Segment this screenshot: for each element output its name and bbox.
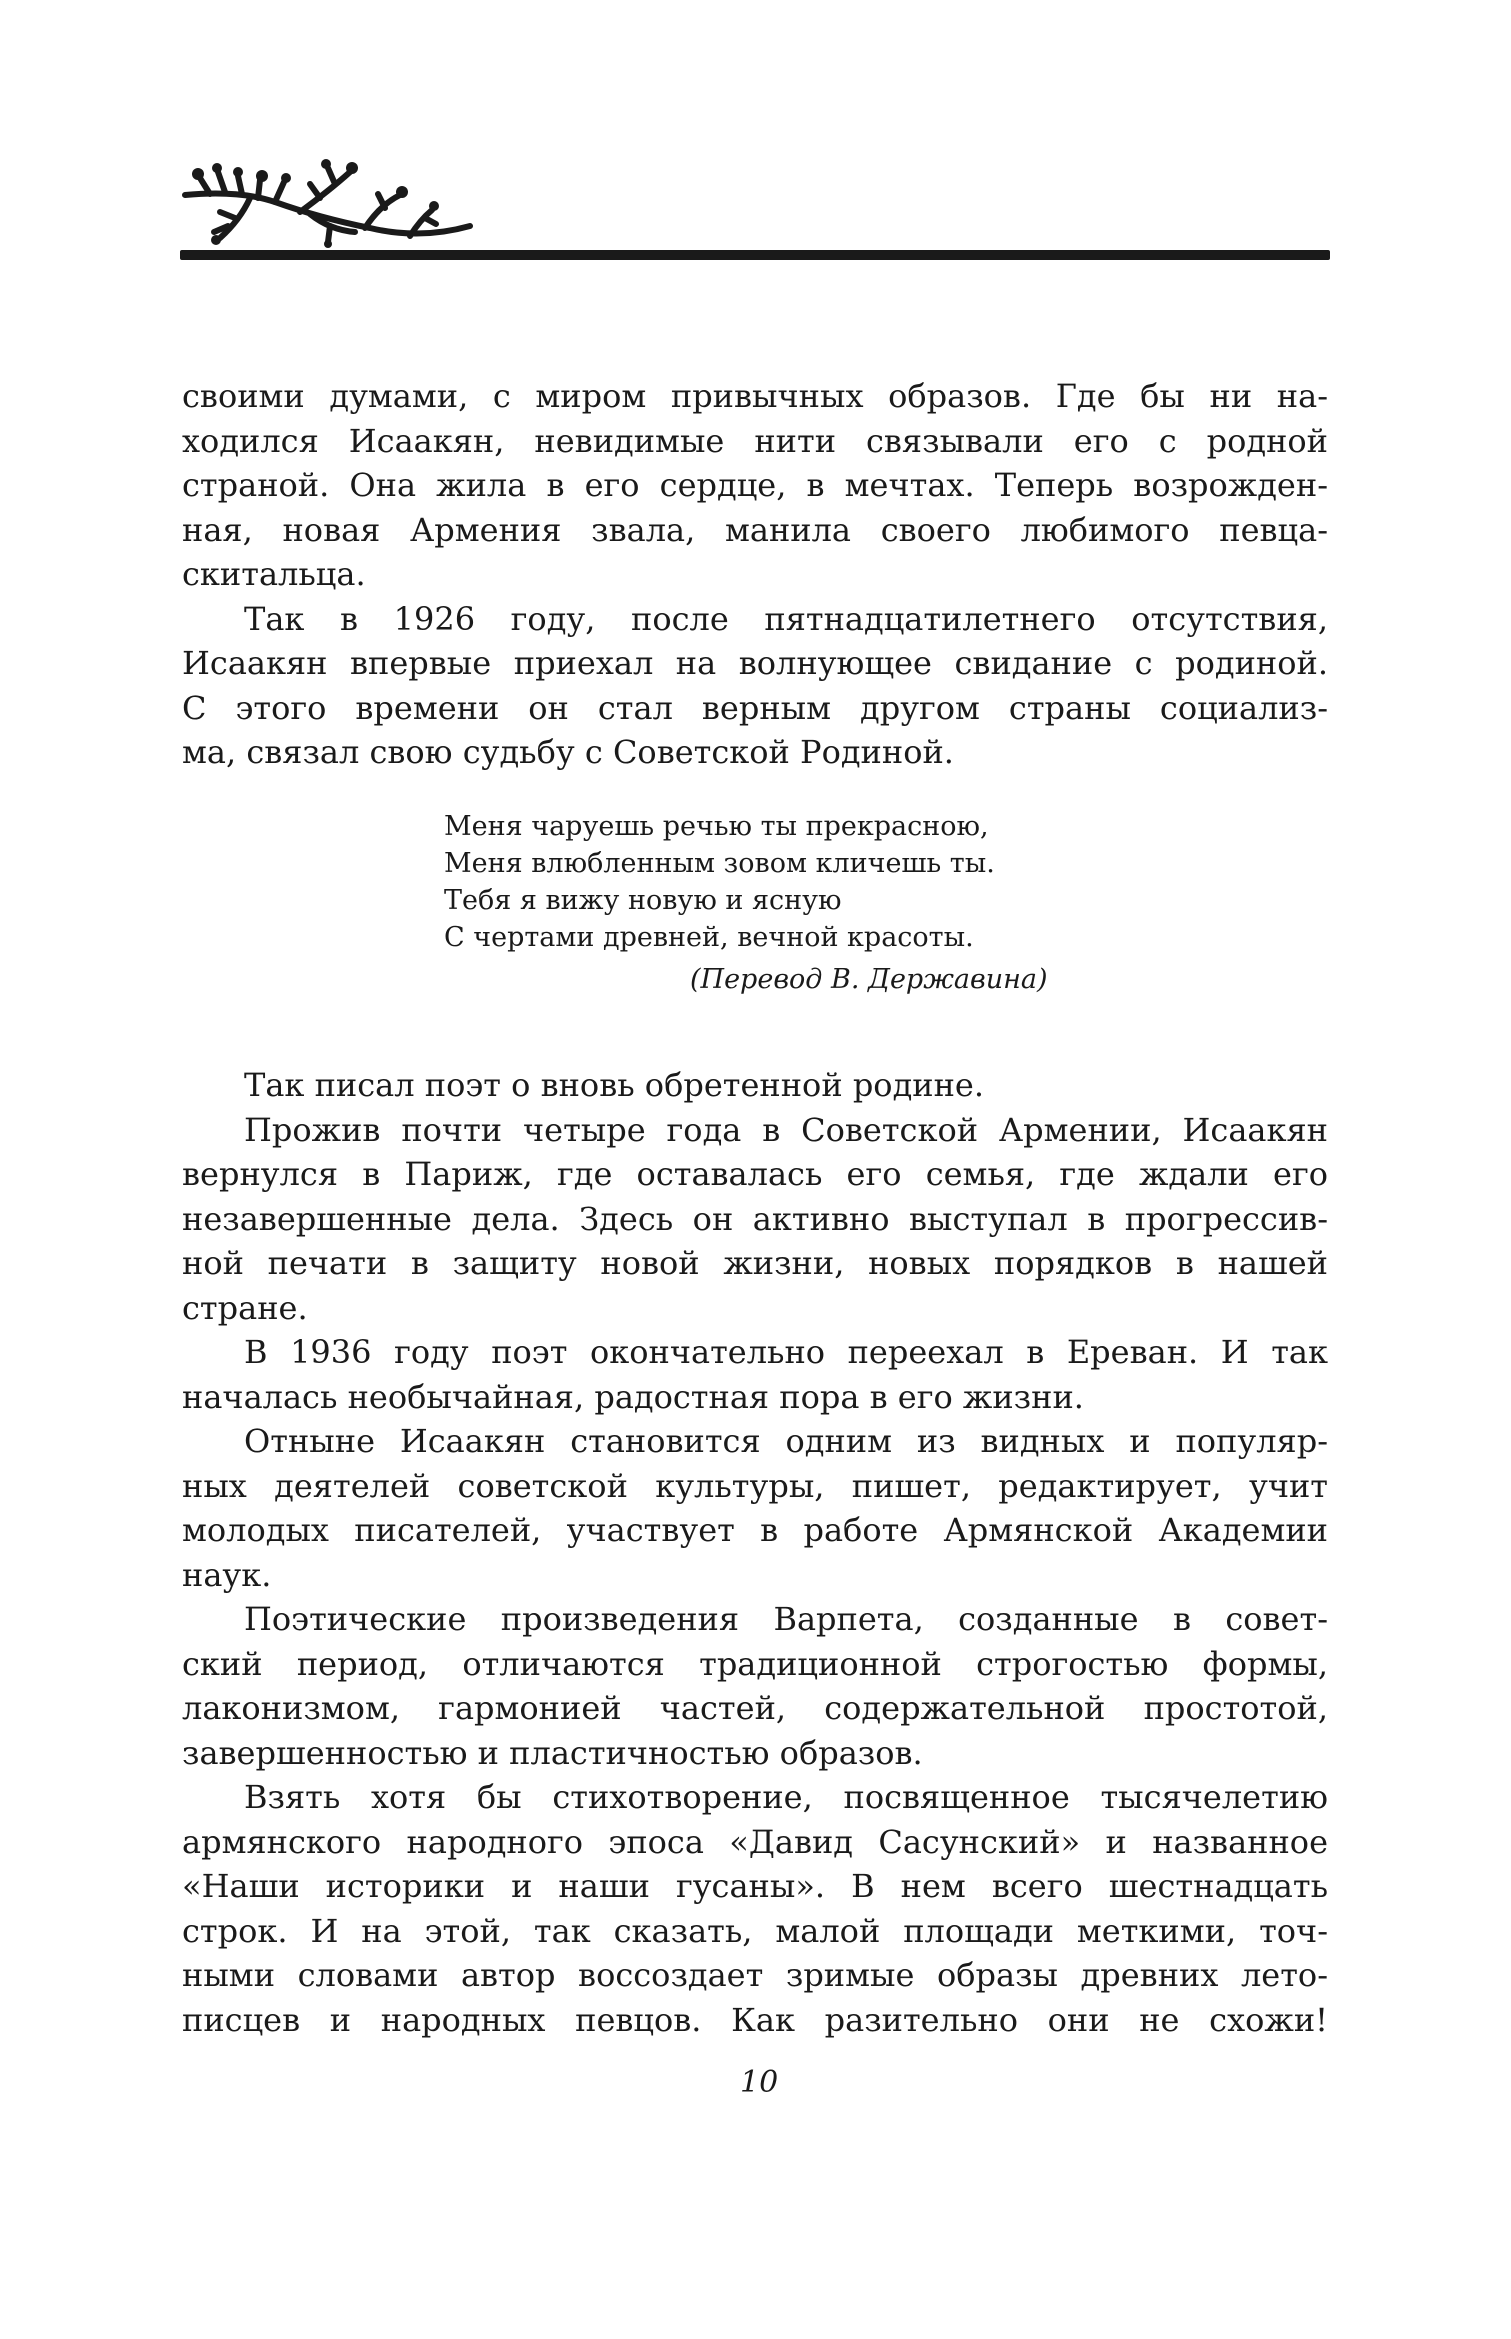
paragraph-6 [182,1419,1328,1597]
text-line: страной. Она жила в его сердце, в мечтах. Теперь возрожден- [182,466,1328,504]
text-line: «Наши историки и наши гусаны». В нем всего шестнадцать [182,1867,1328,1905]
text-line: армянского народного эпоса «Давид Сасунский» и названное [182,1822,1328,1861]
text-line: вернулся в Париж, где оставалась его семья, где ждали его [182,1155,1328,1193]
text-line: скитальца. [182,555,366,593]
poem-line: Тебя я вижу новую и ясную [444,885,842,916]
poem-quote [444,808,1144,956]
text-line: Так писал поэт о вновь обретенной родине. [244,1066,985,1104]
text-line: ма, связал свою судьбу с Советской Родиной. [182,733,954,771]
paragraph-2 [182,597,1328,775]
text-line: Прожив почти четыре года в Советской Армении, Исаакян [244,1110,1328,1149]
text-line: началась необычайная, радостная пора в его жизни. [182,1377,1084,1416]
text-line: наук. [182,1555,272,1594]
vine-ornament-icon [180,150,480,250]
text-line: В 1936 году поэт окончательно переехал в Ереван. И так [244,1333,1328,1371]
text-line: С этого времени он стал верным другом страны социализ- [182,688,1328,727]
text-line: Поэтические произведения Варпета, созданные в совет- [244,1600,1328,1638]
text-line: ная, новая Армения звала, манила своего любимого певца- [182,510,1328,549]
text-line: своими думами, с миром привычных образов. Где бы ни на- [182,377,1328,415]
lower-text-block [182,1063,1328,2042]
page-number: 10 [740,2065,779,2100]
text-line: Отныне Исаакян становится одним из видных и популяр- [244,1422,1328,1460]
text-line: строк. И на этой, так сказать, малой площади меткими, точ- [182,1911,1328,1950]
text-line: ных деятелей советской культуры, пишет, редактирует, учит [182,1466,1328,1505]
paragraph-3 [182,1063,1328,1108]
paragraph-5 [182,1330,1328,1419]
text-line: молодых писателей, участвует в работе Армянской Академии [182,1511,1328,1549]
poem-line: С чертами древней, вечной красоты. [444,922,974,953]
text-line: ными словами автор воссоздает зримые образы древних лето- [182,1956,1328,1994]
upper-text-block [182,374,1328,775]
text-line: писцев и народных певцов. Как разительно они не схожи! [182,2000,1328,2039]
paragraph-8 [182,1775,1328,2042]
poem-line: Меня чаруешь речью ты прекрасною, [444,811,989,842]
text-line: завершенностью и пластичностью образов. [182,1733,923,1772]
text-line: Так в 1926 году, после пятнадцатилетнего отсутствия, [244,599,1328,638]
paragraph-4 [182,1108,1328,1331]
paragraph-7 [182,1597,1328,1775]
text-line: лаконизмом, гармонией частей, содержательной простотой, [182,1689,1328,1727]
text-line: ходился Исаакян, невидимые нити связывали его с родной [182,421,1328,460]
text-line: ский период, отличаются традиционной строгостью формы, [182,1644,1328,1683]
text-line: Исаакян впервые приехал на волнующее свидание с родиной. [182,644,1328,682]
text-line: ной печати в защиту новой жизни, новых порядков в нашей [182,1244,1328,1282]
text-line: стране. [182,1288,308,1327]
translation-attribution: (Перевод В. Державина) [690,964,1048,995]
paragraph-1 [182,374,1328,597]
poem-line: Меня влюбленным зовом кличешь ты. [444,848,995,879]
text-line: незавершенные дела. Здесь он активно выступал в прогрессив- [182,1199,1328,1238]
text-line: Взять хотя бы стихотворение, посвященное тысячелетию [244,1778,1328,1816]
header-rule [180,250,1330,260]
